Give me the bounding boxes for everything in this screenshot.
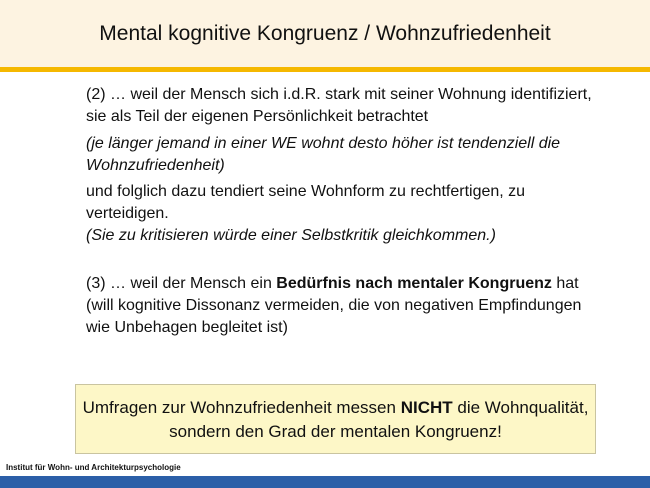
- footer-institute: Institut für Wohn- und Architekturpsychologie: [6, 463, 181, 472]
- point-2-note: (je länger jemand in einer WE wohnt desto höher ist tendenziell die Wohnzufriedenheit): [86, 135, 561, 174]
- point-3-post: hat (will kognitive Dissonanz vermeiden, die von negativen Empfindungen wie Unbehagen begleitet ist): [86, 275, 582, 336]
- point-3-bold: Bedürfnis nach mentaler Kongruenz: [276, 275, 552, 292]
- callout-post: die Wohnqualität, sondern den Grad der mentalen Kongruenz!: [169, 398, 589, 441]
- slide-header: [0, 0, 650, 67]
- point-3-pre: (3) … weil der Mensch ein: [86, 275, 277, 292]
- point-2-continuation: und folglich dazu tendiert seine Wohnform zu rechtfertigen, zu verteidigen.: [86, 183, 526, 222]
- header-divider: [0, 67, 650, 72]
- point-2-text: (2) … weil der Mensch sich i.d.R. stark mit seiner Wohnung identifiziert, sie als Teil der eigenen Persönlichkeit betrachtet: [86, 86, 592, 125]
- callout-pre: Umfragen zur Wohnzufriedenheit messen: [82, 398, 401, 417]
- bottom-bar: [0, 476, 650, 488]
- point-3-text: [86, 273, 606, 339]
- callout-bold: NICHT: [400, 398, 453, 417]
- point-2-aside: (Sie zu kritisieren würde einer Selbstkritik gleichkommen.): [86, 227, 496, 244]
- slide-title: Mental kognitive Kongruenz / Wohnzufriedenheit: [99, 22, 551, 45]
- callout-box: [75, 384, 596, 454]
